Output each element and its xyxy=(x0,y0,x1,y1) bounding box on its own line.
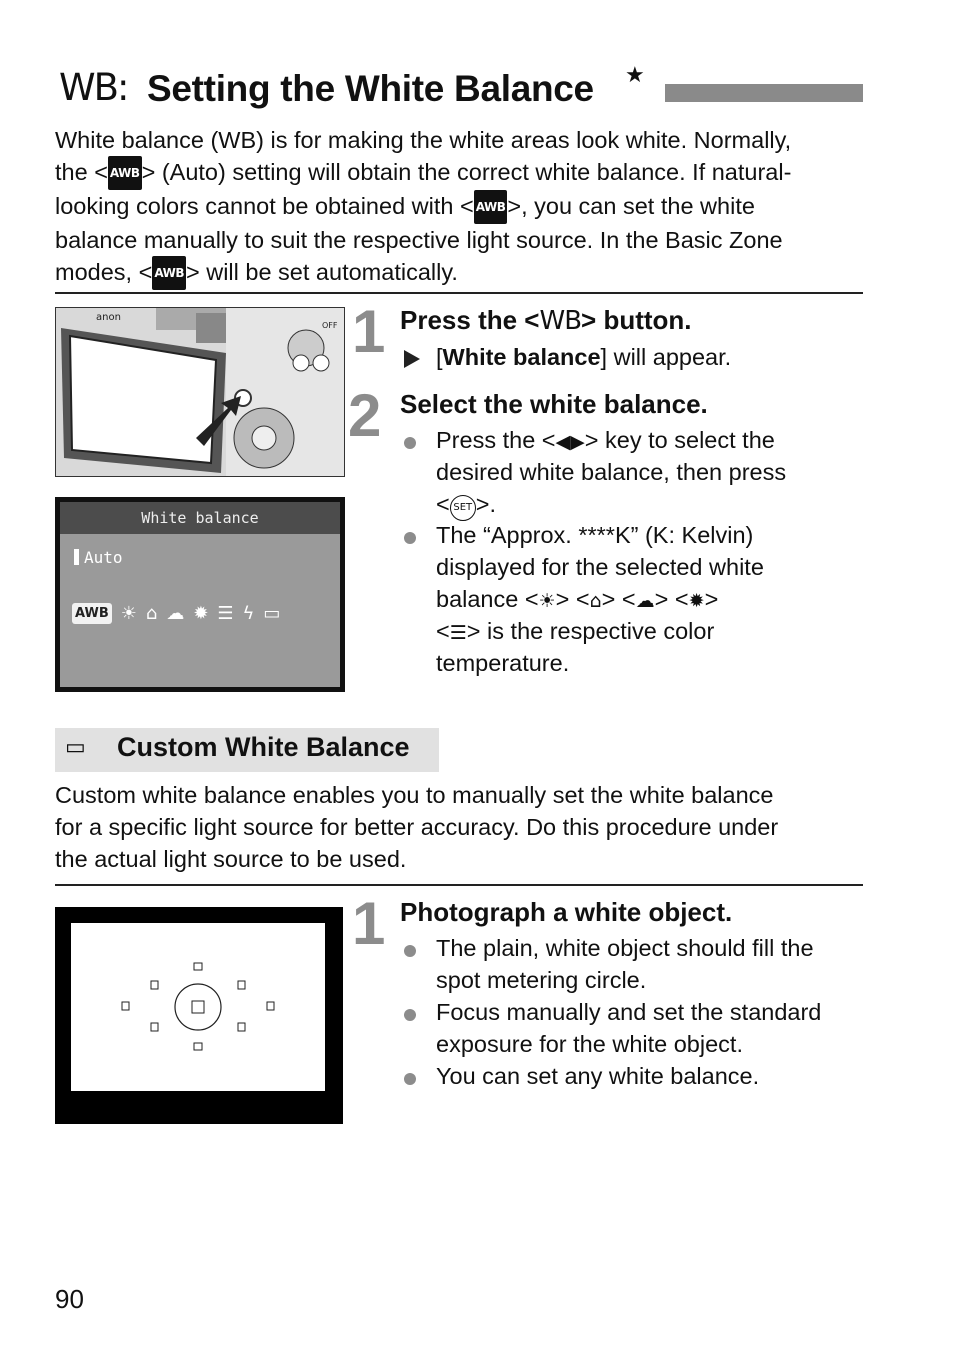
step-2-bullet-2-line-1: The “Approx. ****K” (K: Kelvin) xyxy=(436,522,754,548)
fluorescent-icon: ☰ xyxy=(217,602,234,624)
section-title: Custom White Balance xyxy=(117,732,410,762)
custom-step-1-title: Photograph a white object. xyxy=(400,897,733,927)
intro-line-4: balance manually to suit the respective light source. In the Basic Zone xyxy=(55,227,783,253)
step-number-2: 2 xyxy=(348,382,382,449)
step-2-bullet-1-line-2: desired white balance, then press xyxy=(436,459,787,485)
custom-bullet-2-line-2: exposure for the white object. xyxy=(436,1031,743,1057)
set-button-icon: SET xyxy=(450,495,476,521)
step-1-result: [White balance] will appear. xyxy=(436,344,732,370)
wb-icon: WB: xyxy=(59,66,128,109)
page-title-row xyxy=(55,62,865,112)
awb-icon: AWB xyxy=(152,256,186,290)
camera-back-illustration xyxy=(55,307,345,477)
star-icon: ★ xyxy=(625,62,645,87)
page-title: Setting the White Balance xyxy=(147,68,594,109)
title-decor-bar xyxy=(665,84,863,102)
intro-line-1: White balance (WB) is for making the white areas look white. Normally, xyxy=(55,127,792,153)
intro-line-2: the < AWB> (Auto) setting will obtain the correct white balance. If natural- xyxy=(55,156,870,190)
lcd-wb-icons xyxy=(72,598,334,628)
tungsten-icon: ✹ xyxy=(688,590,705,612)
lcd-header: White balance xyxy=(60,502,340,534)
custom-wb-paragraph xyxy=(55,779,870,875)
custom-bullet-2-line-1: Focus manually and set the standard xyxy=(436,999,822,1025)
left-right-arrows-icon: ◀▶ xyxy=(555,431,585,453)
intro-paragraph xyxy=(55,124,870,290)
custom-bullet-1-line-1: The plain, white object should fill the xyxy=(436,935,814,961)
awb-icon: AWB xyxy=(72,603,112,624)
daylight-icon: ☀ xyxy=(120,602,137,624)
section-divider xyxy=(55,292,863,294)
lcd-selected-label: Auto xyxy=(74,548,123,567)
custom-line-1: Custom white balance enables you to manually set the white balance xyxy=(55,782,774,808)
custom-wb-section-header xyxy=(55,728,439,772)
viewfinder-frame xyxy=(71,923,325,1091)
step-1-title: Press the <WB> button. xyxy=(400,305,692,336)
bullet-icon xyxy=(404,1009,416,1021)
lcd-inner xyxy=(60,502,340,687)
step-number-1: 1 xyxy=(352,298,386,365)
custom-line-2: for a specific light source for better accuracy. Do this procedure under xyxy=(55,814,779,840)
tungsten-icon: ✹ xyxy=(193,602,209,624)
bullet-icon xyxy=(404,945,416,957)
result-arrow-icon xyxy=(404,350,420,368)
custom-bullet-3-line-1: You can set any white balance. xyxy=(436,1063,760,1089)
intro-line-5: modes, < AWB> will be set automatically. xyxy=(55,256,870,290)
step-2-bullet-2-line-5: temperature. xyxy=(436,650,570,676)
wb-icon: WB xyxy=(539,306,582,336)
step-2-title: Select the white balance. xyxy=(400,389,708,419)
bullet-icon xyxy=(404,437,416,449)
intro-line-3: looking colors cannot be obtained with < AWB>, you can set the white xyxy=(55,190,870,224)
custom-wb-icon: ▭ xyxy=(263,602,281,624)
custom-bullet-1-line-2: spot metering circle. xyxy=(436,967,647,993)
fluorescent-icon: ☰ xyxy=(449,622,467,644)
camera-drawing xyxy=(56,308,345,477)
cloudy-icon: ☁ xyxy=(166,602,185,624)
svg-text:anon: anon xyxy=(96,312,121,323)
section-divider xyxy=(55,884,863,886)
lcd-white-balance-screen xyxy=(55,497,345,692)
step-2-bullet-1-line-1: Press the <◀▶> key to select the xyxy=(436,427,775,453)
step-2-bullet-1-line-3: < SET >. xyxy=(436,491,496,521)
cloudy-icon: ☁ xyxy=(635,590,655,612)
bullet-icon xyxy=(404,532,416,544)
step-2-bullet-2-line-4: <☰> is the respective color xyxy=(436,618,715,644)
af-points-drawing xyxy=(71,923,325,1091)
bullet-icon xyxy=(404,1073,416,1085)
step-2-bullet-2-line-3: balance <☀> <⌂> <☁> <✹> xyxy=(436,586,719,612)
custom-wb-icon: ▭ xyxy=(65,735,86,760)
step-2-bullet-2-line-2: displayed for the selected white xyxy=(436,554,764,580)
page-number: 90 xyxy=(55,1284,84,1314)
step-number-1: 1 xyxy=(352,890,386,957)
awb-icon: AWB xyxy=(108,156,142,190)
shade-icon: ⌂ xyxy=(145,602,158,624)
custom-line-3: the actual light source to be used. xyxy=(55,846,407,872)
awb-icon: AWB xyxy=(474,190,508,224)
shade-icon: ⌂ xyxy=(589,590,602,612)
flash-icon: ϟ xyxy=(242,602,255,624)
daylight-icon: ☀ xyxy=(538,590,556,612)
svg-text:OFF: OFF xyxy=(322,321,338,330)
viewfinder-illustration xyxy=(55,907,343,1124)
